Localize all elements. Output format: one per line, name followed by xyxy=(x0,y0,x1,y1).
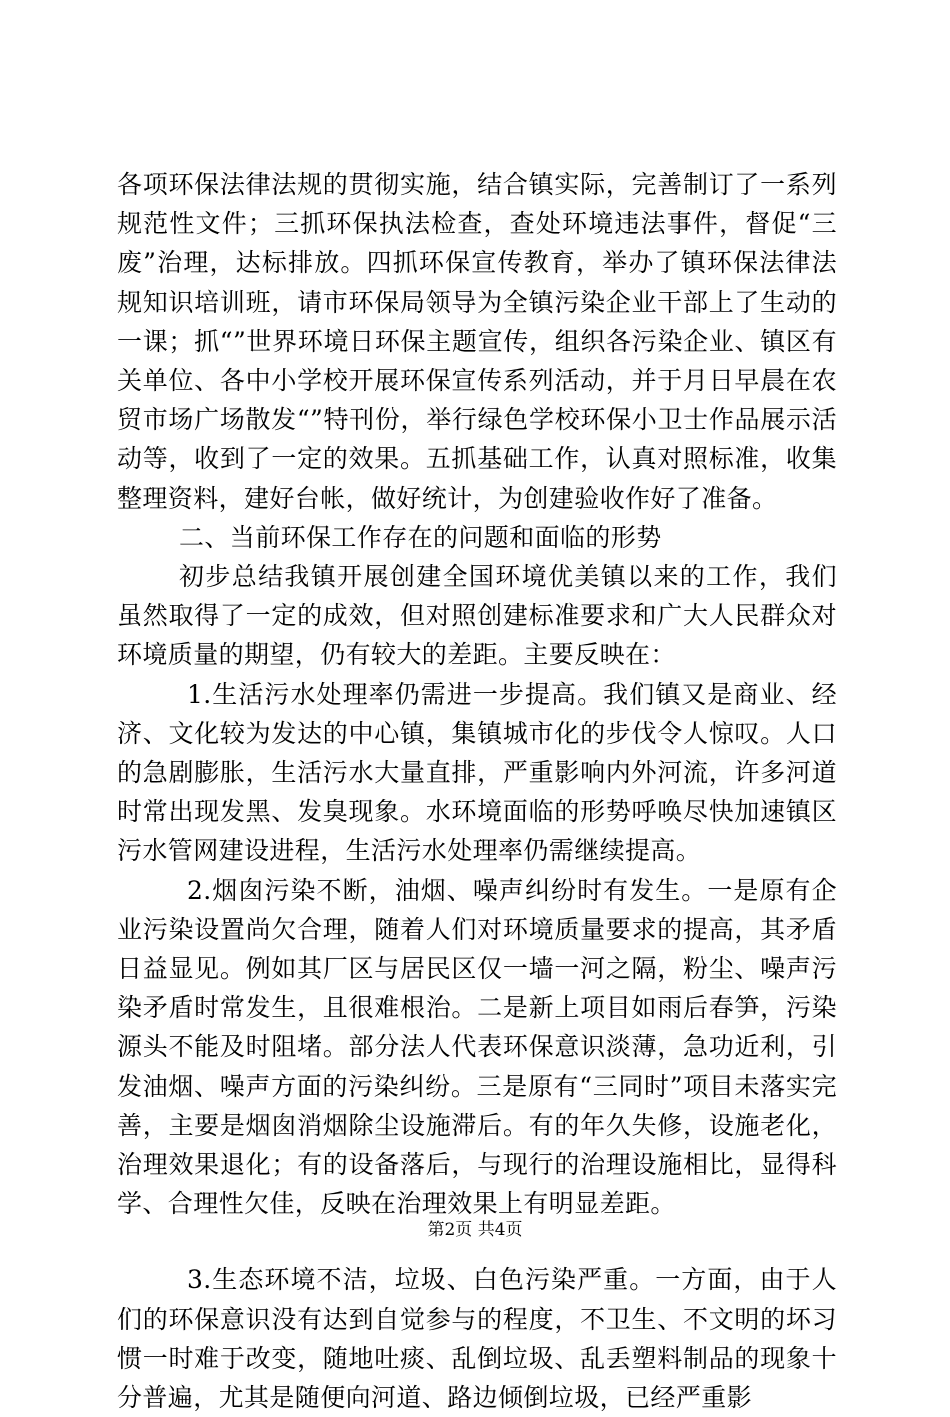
paragraph-intro: 初步总结我镇开展创建全国环境优美镇以来的工作，我们虽然取得了一定的成效，但对照创建标准要求和广大人民群众对环境质量的期望，仍有较大的差距。主要反映在： xyxy=(117,562,837,670)
section-heading: 二、当前环保工作存在的问题和面临的形势 xyxy=(179,522,662,552)
paragraph-item-1: 1.生活污水处理率仍需进一步提高。我们镇又是商业、经济、文化较为发达的中心镇，集镇城市化的步伐令人惊叹。人口的急剧膨胀，生活污水大量直排，严重影响内外河流，许多河道时常出现发黑、发臭现象。水环境面临的形势呼唤尽快加速镇区污水管网建设进程，生活污水处理率仍需继续提高。 xyxy=(117,679,837,866)
page-footer: 第2页 共4页 xyxy=(427,1220,523,1240)
paragraph-continuation: 各项环保法律法规的贯彻实施，结合镇实际，完善制订了一系列规范性文件；三抓环保执法检查，查处环境违法事件，督促“三废”治理，达标排放。四抓环保宣传教育，举办了镇环保法律法规知识培训班，请市环保局领导为全镇污染企业干部上了生动的一课；抓“”世界环境日环保主题宣传，组织各污染企业、镇区有关单位、各中小学校开展环保宣传系列活动，并于月日早晨在农贸市场广场散发“”特刊份，举行绿色学校环保小卫士作品展示活动等，收到了一定的效果。五抓基础工作，认真对照标准，收集整理资料，建好台帐，做好统计，为创建验收作好了准备。 xyxy=(117,170,837,513)
paragraph-item-2: 2.烟囱污染不断，油烟、噪声纠纷时有发生。一是原有企业污染设置尚欠合理，随着人们对环境质量要求的提高，其矛盾日益显见。例如其厂区与居民区仅一墙一河之隔，粉尘、噪声污染矛盾时常发生，且很难根治。二是新上项目如雨后春笋，污染源头不能及时阻堵。部分法人代表环保意识淡薄，急功近利，引发油烟、噪声方面的污染纠纷。三是原有“三同时”项目未落实完善，主要是烟囱消烟除尘设施滞后。有的年久失修，设施老化，治理效果退化；有的设备落后，与现行的治理设施相比，显得科学、合理性欠佳，反映在治理效果上有明显差距。 xyxy=(117,875,837,1219)
paragraph-item-3: 3.生态环境不洁，垃圾、白色污染严重。一方面，由于人们的环保意识没有达到自觉参与的程度，不卫生、不文明的坏习惯一时难于改变，随地吐痰、乱倒垃圾、乱丢塑料制品的现象十分普遍，尤其是随便向河道、路边倾倒垃圾，已经严重影 xyxy=(117,1265,837,1413)
